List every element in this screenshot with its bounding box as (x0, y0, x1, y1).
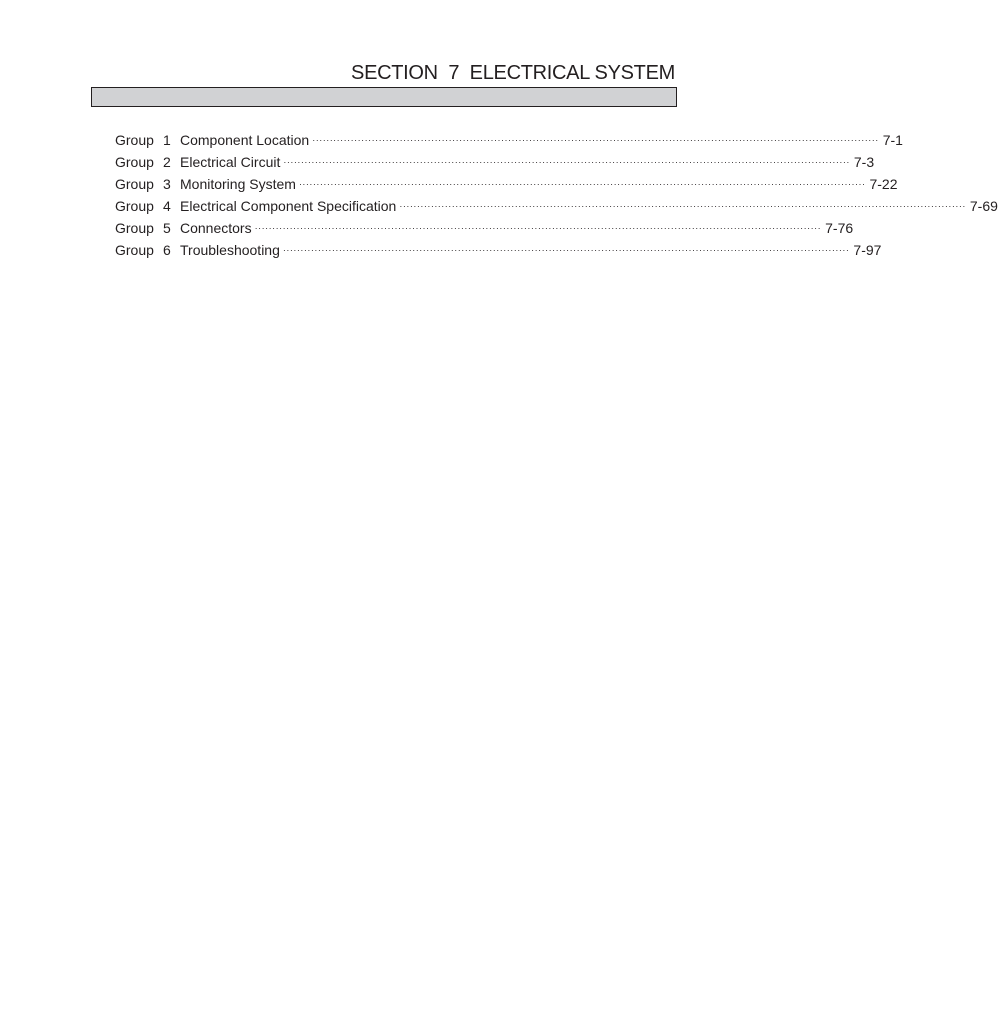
toc-group-number: 4 (163, 198, 171, 214)
toc-dot-leader: ·································································································································································· (399, 201, 966, 211)
toc-dot-leader: ·································································································································································· (298, 179, 866, 189)
toc-dot-leader: ·································································································································································· (283, 157, 850, 167)
toc-group-label: Group (115, 220, 154, 236)
toc-entry-title: Component Location (180, 132, 310, 148)
toc-group-number: 3 (163, 176, 171, 192)
toc-row-group-2[interactable] (115, 151, 875, 173)
toc-row-group-3[interactable] (115, 173, 898, 195)
table-of-contents (115, 129, 998, 261)
toc-group-label: Group (115, 176, 154, 192)
toc-group-number: 5 (163, 220, 171, 236)
toc-dot-leader: ·································································································································································· (254, 223, 822, 233)
toc-row-group-1[interactable] (115, 129, 903, 151)
toc-group-number: 1 (163, 132, 171, 148)
toc-page-number: 7-22 (869, 176, 898, 192)
toc-entry-title: Monitoring System (180, 176, 296, 192)
toc-page-number: 7-97 (853, 242, 882, 258)
toc-entry-title: Electrical Component Specification (180, 198, 397, 214)
toc-entry-title: Troubleshooting (180, 242, 280, 258)
section-title-bar (91, 87, 677, 107)
toc-page-number: 7-1 (882, 132, 903, 148)
toc-row-group-6[interactable] (115, 239, 882, 261)
toc-row-group-5[interactable] (115, 217, 854, 239)
toc-dot-leader: ·································································································································································· (312, 135, 879, 145)
section-title: SECTION 7 ELECTRICAL SYSTEM (351, 62, 675, 84)
toc-entry-title: Connectors (180, 220, 252, 236)
toc-page-number: 7-76 (825, 220, 854, 236)
toc-group-number: 6 (163, 242, 171, 258)
toc-dot-leader: ·································································································································································· (282, 245, 850, 255)
toc-entry-title: Electrical Circuit (180, 154, 281, 170)
toc-group-number: 2 (163, 154, 171, 170)
toc-page-number: 7-3 (853, 154, 875, 170)
toc-group-label: Group (115, 242, 154, 258)
toc-group-label: Group (115, 198, 154, 214)
toc-group-label: Group (115, 154, 154, 170)
toc-group-label: Group (115, 132, 154, 148)
toc-row-group-4[interactable] (115, 195, 998, 217)
toc-page-number: 7-69 (969, 198, 998, 214)
